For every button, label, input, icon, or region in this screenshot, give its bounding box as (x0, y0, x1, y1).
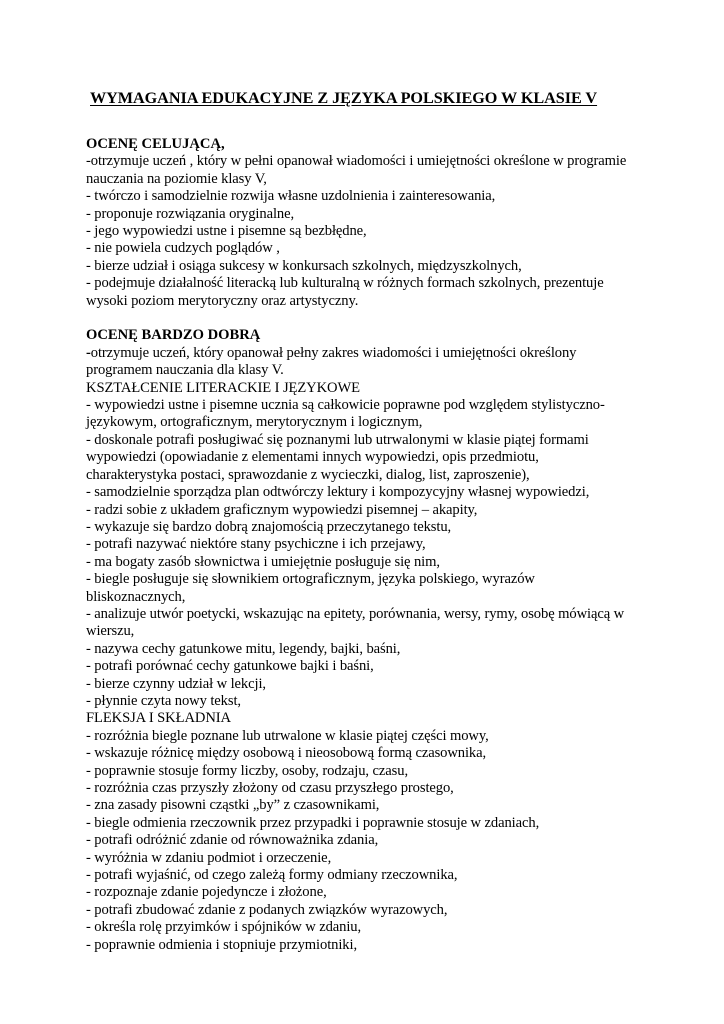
text-line: - potrafi zbudować zdanie z podanych związków wyrazowych, (86, 901, 448, 918)
text-line: - określa rolę przyimków i spójników w zdaniu, (86, 919, 362, 936)
text-line: - analizuje utwór poetycki, wskazując na epitety, porównania, wersy, rymy, osobę mówiącą w (86, 605, 625, 622)
text-line: - proponuje rozwiązania oryginalne, (86, 205, 295, 222)
text-line: nauczania na poziomie klasy V, (86, 170, 267, 187)
text-line: - wykazuje się bardzo dobrą znajomością przeczytanego tekstu, (86, 518, 452, 535)
intro-text: otrzymuje uczeń, który opanował pełny zakres wiadomości i umiejętności określony (90, 344, 577, 361)
text-line: - twórczo i samodzielnie rozwija własne uzdolnienia i zainteresowania, (86, 188, 496, 205)
intro-line (86, 345, 646, 362)
text-line: bliskoznacznych, (86, 588, 186, 605)
text-line: - rozróżnia biegle poznane lub utrwalone w klasie piątej części mowy, (86, 727, 489, 744)
text-line: - poprawnie odmienia i stopniuje przymiotniki, (86, 936, 358, 953)
text-line: - bierze udział i osiąga sukcesy w konkursach szkolnych, międzyszkolnych, (86, 257, 522, 274)
text-line: wierszu, (86, 623, 135, 640)
text-line: - nie powiela cudzych poglądów , (86, 240, 280, 257)
text-line: - potrafi nazywać niektóre stany psychiczne i ich przejawy, (86, 536, 426, 553)
text-line: FLEKSJA I SKŁADNIA (86, 710, 231, 727)
text-line: - samodzielnie sporządza plan odtwórczy lektury i kompozycyjny własnej wypowiedzi, (86, 484, 590, 501)
section-heading: OCENĘ BARDZO DOBRĄ (86, 327, 261, 344)
text-line: - poprawnie stosuje formy liczby, osoby, rodzaju, czasu, (86, 762, 408, 779)
text-line: - zna zasady pisowni cząstki „by” z czasownikami, (86, 797, 380, 814)
text-line: językowym, ortograficznym, merytorycznym i logicznym, (86, 414, 423, 431)
text-line: - potrafi odróżnić zdanie od równoważnika zdania, (86, 832, 379, 849)
section-celujaca (86, 136, 646, 310)
text-line: KSZTAŁCENIE LITERACKIE I JĘZYKOWE (86, 379, 360, 396)
section-bardzo-dobra (86, 327, 646, 954)
intro-dash: - (86, 344, 91, 361)
text-line: programem nauczania dla klasy V. (86, 362, 284, 379)
section-body (86, 362, 646, 954)
text-line: - rozróżnia czas przyszły złożony od czasu przyszłego prostego, (86, 780, 454, 797)
text-line: - bierze czynny udział w lekcji, (86, 675, 266, 692)
text-line: wypowiedzi (opowiadanie z elementami innych wypowiedzi, opis przedmiotu, (86, 449, 539, 466)
text-line: - nazywa cechy gatunkowe mitu, legendy, bajki, baśni, (86, 640, 401, 657)
text-line: - radzi sobie z układem graficznym wypowiedzi pisemnej – akapity, (86, 501, 478, 518)
text-line: - jego wypowiedzi ustne i pisemne są bezbłędne, (86, 223, 367, 240)
text-line: - potrafi wyjaśnić, od czego zależą formy odmiany rzeczownika, (86, 867, 458, 884)
text-line: - wskazuje różnicę między osobową i nieosobową formą czasownika, (86, 745, 487, 762)
text-line: charakterystyka postaci, sprawozdanie z wycieczki, dialog, list, zaproszenie), (86, 466, 530, 483)
text-line: - wyróżnia w zdaniu podmiot i orzeczenie, (86, 849, 332, 866)
text-line: - rozpoznaje zdanie pojedyncze i złożone, (86, 884, 327, 901)
document-page (86, 88, 646, 954)
text-line: - podejmuje działalność literacką lub kulturalną w różnych formach szkolnych, prezentuje (86, 275, 604, 292)
section-heading: OCENĘ CELUJĄCĄ, (86, 136, 225, 152)
section-body (86, 153, 646, 310)
text-line: - ma bogaty zasób słownictwa i umiejętnie posługuje się nim, (86, 553, 440, 570)
text-line: wysoki poziom merytoryczny oraz artystyczny. (86, 292, 359, 309)
text-line: - biegle posługuje się słownikiem ortograficznym, języka polskiego, wyrazów (86, 571, 535, 588)
document-title: WYMAGANIA EDUKACYJNE Z JĘZYKA POLSKIEGO W KLASIE V (90, 89, 598, 107)
text-line: - wypowiedzi ustne i pisemne ucznia są całkowicie poprawne pod względem stylistyczno- (86, 397, 605, 414)
text-line: - płynnie czyta nowy tekst, (86, 692, 241, 709)
text-line: - potrafi porównać cechy gatunkowe bajki i baśni, (86, 658, 374, 675)
text-line: -otrzymuje uczeń , który w pełni opanował wiadomości i umiejętności określone w programie (86, 153, 627, 170)
text-line: - doskonale potrafi posługiwać się poznanymi lub utrwalonymi w klasie piątej formami (86, 431, 589, 448)
text-line: - biegle odmienia rzeczownik przez przypadki i poprawnie stosuje w zdaniach, (86, 814, 540, 831)
